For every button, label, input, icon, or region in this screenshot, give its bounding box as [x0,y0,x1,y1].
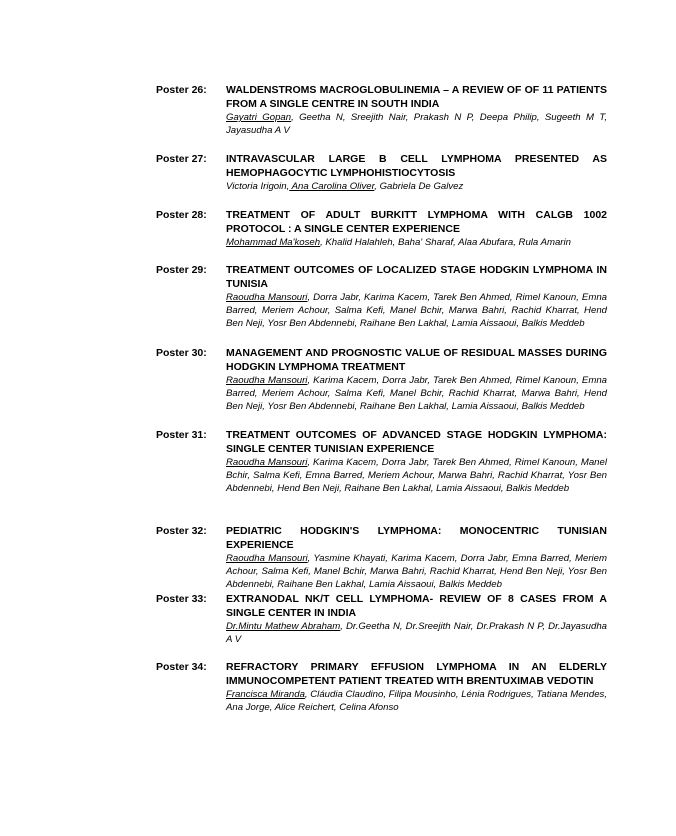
poster-content [226,347,607,413]
poster-label: Poster 30: [156,347,207,359]
co-authors: , Karima Kacem, Dorra Jabr, Tarek Ben Ahmed, Rimel Kanoun, Emna Barred, Meriem Achour, Salma Kefi, Manel Bchir, Rachid Kharrat, Marwa Bahri, Hend Ben Neji, Yosr Ben Abdennebi, Raihane Ben Lakhal, Lamia Aissaoui, Balkis Meddeb [226,375,607,412]
poster-authors [226,552,607,591]
author-list-start: Victoria Irigoin, [226,181,290,192]
poster-label: Poster 34: [156,661,207,673]
poster-label: Poster 27: [156,153,207,165]
presenting-author: Raoudha Mansouri [226,553,308,564]
presenting-author: Raoudha Mansouri [226,292,308,303]
poster-title: WALDENSTROMS MACROGLOBULINEMIA – A REVIEW OF OF 11 PATIENTS FROM A SINGLE CENTRE IN SOUTH INDIA [226,84,607,110]
presenting-author: Francisca Miranda [226,689,305,700]
poster-title: INTRAVASCULAR LARGE B CELL LYMPHOMA PRESENTED AS HEMOPHAGOCYTIC LYMPHOHISTIOCYTOSIS [226,153,607,179]
poster-title: EXTRANODAL NK/T CELL LYMPHOMA- REVIEW OF 8 CASES FROM A SINGLE CENTER IN INDIA [226,593,607,619]
presenting-author: Dr.Mintu Mathew Abraham [226,621,341,632]
presenting-author: Mohammad Ma'koseh [226,237,321,248]
presenting-author: Gayatri Gopan [226,112,292,123]
poster-authors [226,688,607,714]
poster-authors [226,620,607,646]
poster-label: Poster 31: [156,429,207,441]
poster-content [226,593,607,646]
co-authors: , Karima Kacem, Dorra Jabr, Tarek Ben Ahmed, Rimel Kanoun, Manel Bchir, Salma Kefi, Emna Barred, Meriem Achour, Marwa Bahri, Rachid Kharrat, Yosr Ben Abdennebi, Hend Ben Neji, Raihane Ben Lakhal, Lamia Aissaoui, Balkis Meddeb [226,457,607,494]
poster-content [226,84,607,137]
presenting-author: Raoudha Mansouri [226,375,308,386]
poster-title: TREATMENT OUTCOMES OF LOCALIZED STAGE HODGKIN LYMPHOMA IN TUNISIA [226,264,607,290]
poster-content [226,661,607,714]
poster-label: Poster 28: [156,209,207,221]
presenting-author: Raoudha Mansouri [226,457,308,468]
poster-authors [226,180,607,193]
co-authors: , Cláudia Claudino, Filipa Mousinho, Lénia Rodrigues, Tatiana Mendes, Ana Jorge, Alice Reichert, Celina Afonso [226,689,607,713]
presenting-author: Ana Carolina Oliver [289,181,375,192]
co-authors: , Dr.Geetha N, Dr.Sreejith Nair, Dr.Prakash N P, Dr.Jayasudha A V [226,621,607,645]
poster-title: TREATMENT OUTCOMES OF ADVANCED STAGE HODGKIN LYMPHOMA: SINGLE CENTER TUNISIAN EXPERIENCE [226,429,607,455]
poster-authors [226,456,607,495]
poster-authors [226,111,607,137]
poster-authors [226,291,607,330]
poster-authors [226,374,607,413]
poster-content [226,209,607,249]
poster-authors [226,236,607,249]
poster-title: TREATMENT OF ADULT BURKITT LYMPHOMA WITH CALGB 1002 PROTOCOL : A SINGLE CENTER EXPERIENCE [226,209,607,235]
co-authors: , Khalid Halahleh, Baha' Sharaf, Alaa Abufara, Rula Amarin [320,237,571,248]
poster-content [226,525,607,591]
poster-label: Poster 33: [156,593,207,605]
co-authors: , Yasmine Khayati, Karima Kacem, Dorra Jabr, Emna Barred, Meriem Achour, Salma Kefi, Manel Bchir, Marwa Bahri, Rachid Kharrat, Hend Ben Neji, Yosr Ben Abdennebi, Raihane Ben Lakhal, Lamia Aissaoui, Balkis Meddeb [226,553,607,590]
poster-title: PEDIATRIC HODGKIN'S LYMPHOMA: MONOCENTRIC TUNISIAN EXPERIENCE [226,525,607,551]
poster-label: Poster 32: [156,525,207,537]
co-authors: , Gabriela De Galvez [374,181,464,192]
poster-title: REFRACTORY PRIMARY EFFUSION LYMPHOMA IN AN ELDERLY IMMUNOCOMPETENT PATIENT TREATED WITH BRENTUXIMAB VEDOTIN [226,661,607,687]
poster-content [226,264,607,330]
poster-label: Poster 26: [156,84,207,96]
poster-content [226,429,607,495]
poster-content [226,153,607,193]
poster-label: Poster 29: [156,264,207,276]
co-authors: , Geetha N, Sreejith Nair, Prakash N P, Deepa Philip, Sugeeth M T, Jayasudha A V [226,112,607,136]
co-authors: , Dorra Jabr, Karima Kacem, Tarek Ben Ahmed, Rimel Kanoun, Emna Barred, Meriem Achour, Salma Kefi, Manel Bchir, Marwa Bahri, Rachid Kharrat, Hend Ben Neji, Yosr Ben Abdennebi, Raihane Ben Lakhal, Lamia Aissaoui, Balkis Meddeb [226,292,607,329]
poster-title: MANAGEMENT AND PROGNOSTIC VALUE OF RESIDUAL MASSES DURING HODGKIN LYMPHOMA TREATMENT [226,347,607,373]
